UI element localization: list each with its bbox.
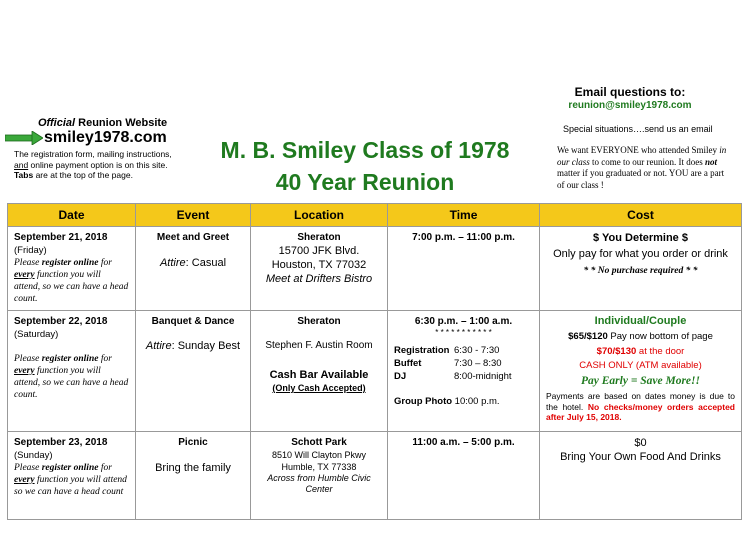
event-cell <box>136 432 251 520</box>
time-cell <box>388 311 540 432</box>
date-cell <box>8 432 136 520</box>
schedule-item: Buffet 7:30 – 8:30 <box>394 358 502 369</box>
event-name: Meet and Greet <box>156 232 230 243</box>
date-cell <box>8 311 136 432</box>
cost-cell <box>540 311 742 432</box>
register-note: Please register online for every function you will attend, so we can have a head count. <box>14 354 129 400</box>
event-name: Picnic <box>178 437 208 448</box>
time-cell <box>388 227 540 311</box>
header-date: Date <box>8 204 136 227</box>
website-link[interactable]: smiley1978.com <box>44 129 167 146</box>
location-name: Sheraton <box>297 232 341 243</box>
header-location: Location <box>251 204 388 227</box>
schedule-item: Registration 6:30 - 7:30 <box>394 345 500 356</box>
time-cell <box>388 432 540 520</box>
cost-cell <box>540 227 742 311</box>
table-row <box>8 227 742 311</box>
cash-only-note: CASH ONLY (ATM available) <box>579 360 702 371</box>
location-address: 15700 JFK Blvd. <box>278 245 360 257</box>
stars-divider: * * * * * * * * * * * <box>435 328 492 337</box>
event-date: September 22, 2018 <box>14 316 108 327</box>
cash-only: (Only Cash Accepted) <box>272 383 366 393</box>
cost-title: $ You Determine $ <box>593 232 688 244</box>
event-date: September 23, 2018 <box>14 437 108 448</box>
event-cell <box>136 227 251 311</box>
event-name: Banquet & Dance <box>151 316 235 327</box>
location-cell <box>251 311 388 432</box>
event-subtitle: Bring the family <box>155 462 231 474</box>
table-row <box>8 311 742 432</box>
register-note: Please register online for every function you will attend so we can have a head count <box>14 463 127 497</box>
cash-bar: Cash Bar Available <box>269 369 369 381</box>
event-day: (Friday) <box>14 245 47 256</box>
event-time: 11:00 a.m. – 5:00 p.m. <box>412 437 515 448</box>
event-time: 7:00 p.m. – 11:00 p.m. <box>412 232 515 243</box>
date-cell <box>8 227 136 311</box>
cost-cell <box>540 432 742 520</box>
cost-note: * * No purchase required * * <box>583 266 698 276</box>
cost-title: $0 <box>634 437 647 449</box>
location-room: Stephen F. Austin Room <box>265 340 373 351</box>
email-questions-label: Email questions to: <box>574 85 686 99</box>
cost-line: Bring Your Own Food And Drinks <box>560 451 721 463</box>
payment-info: Payments are based on dates money is due to the hotel. No checks/money orders accepted after July 15, 2018. <box>546 391 735 422</box>
email-address[interactable]: reunion@smiley1978.com <box>568 100 692 111</box>
event-cell <box>136 311 251 432</box>
location-note: Across from Humble Civic Center <box>267 473 371 494</box>
location-city: Houston, TX 77032 <box>271 259 367 271</box>
location-name: Sheraton <box>297 316 341 327</box>
register-note: Please register online for every function you will attend, so we can have a head count. <box>14 258 129 304</box>
registration-info: The registration form, mailing instructions, and online payment option is on this site. Tabs are at the top of the page. <box>14 149 172 180</box>
event-day: (Saturday) <box>14 329 59 340</box>
event-day: (Sunday) <box>14 450 53 461</box>
location-name: Schott Park <box>291 437 347 448</box>
header-event: Event <box>136 204 251 227</box>
location-cell <box>251 432 388 520</box>
special-situations-text: Special situations….send us an email <box>563 124 713 134</box>
attire: Attire: Sunday Best <box>145 340 241 352</box>
cost-line: Only pay for what you order or drink <box>553 248 728 260</box>
group-photo: Group Photo 10:00 p.m. <box>394 396 500 407</box>
official-website-label: Official Reunion Website <box>38 117 168 129</box>
event-time: 6:30 p.m. – 1:00 a.m. <box>414 316 513 327</box>
table-header-row <box>8 204 742 227</box>
page-title: M. B. Smiley Class of 1978 <box>220 137 510 163</box>
location-cell <box>251 227 388 311</box>
header-cost: Cost <box>540 204 742 227</box>
cost-price: $65/$120 Pay now bottom of page <box>568 331 713 342</box>
location-city: Humble, TX 77338 <box>281 462 357 472</box>
location-address: 8510 Will Clayton Pkwy <box>271 450 367 460</box>
event-date: September 21, 2018 <box>14 232 108 243</box>
header-time: Time <box>388 204 540 227</box>
cost-title: Individual/Couple <box>594 315 687 327</box>
pay-early: Pay Early = Save More!! <box>581 375 700 387</box>
attire: Attire: Casual <box>159 257 227 269</box>
table-row <box>8 432 742 520</box>
right-arrow-icon <box>5 131 43 145</box>
schedule-table <box>7 203 742 520</box>
page-subtitle: 40 Year Reunion <box>275 169 455 195</box>
cost-door: $70/$130 at the door <box>596 346 685 357</box>
schedule-item: DJ 8:00-midnight <box>394 371 512 382</box>
location-note: Meet at Drifters Bistro <box>265 273 373 285</box>
everyone-welcome-text: We want EVERYONE who attended Smiley in our class to come to our reunion. It does not matter if you graduated or not. YOU are a part of our class ! <box>557 145 727 190</box>
